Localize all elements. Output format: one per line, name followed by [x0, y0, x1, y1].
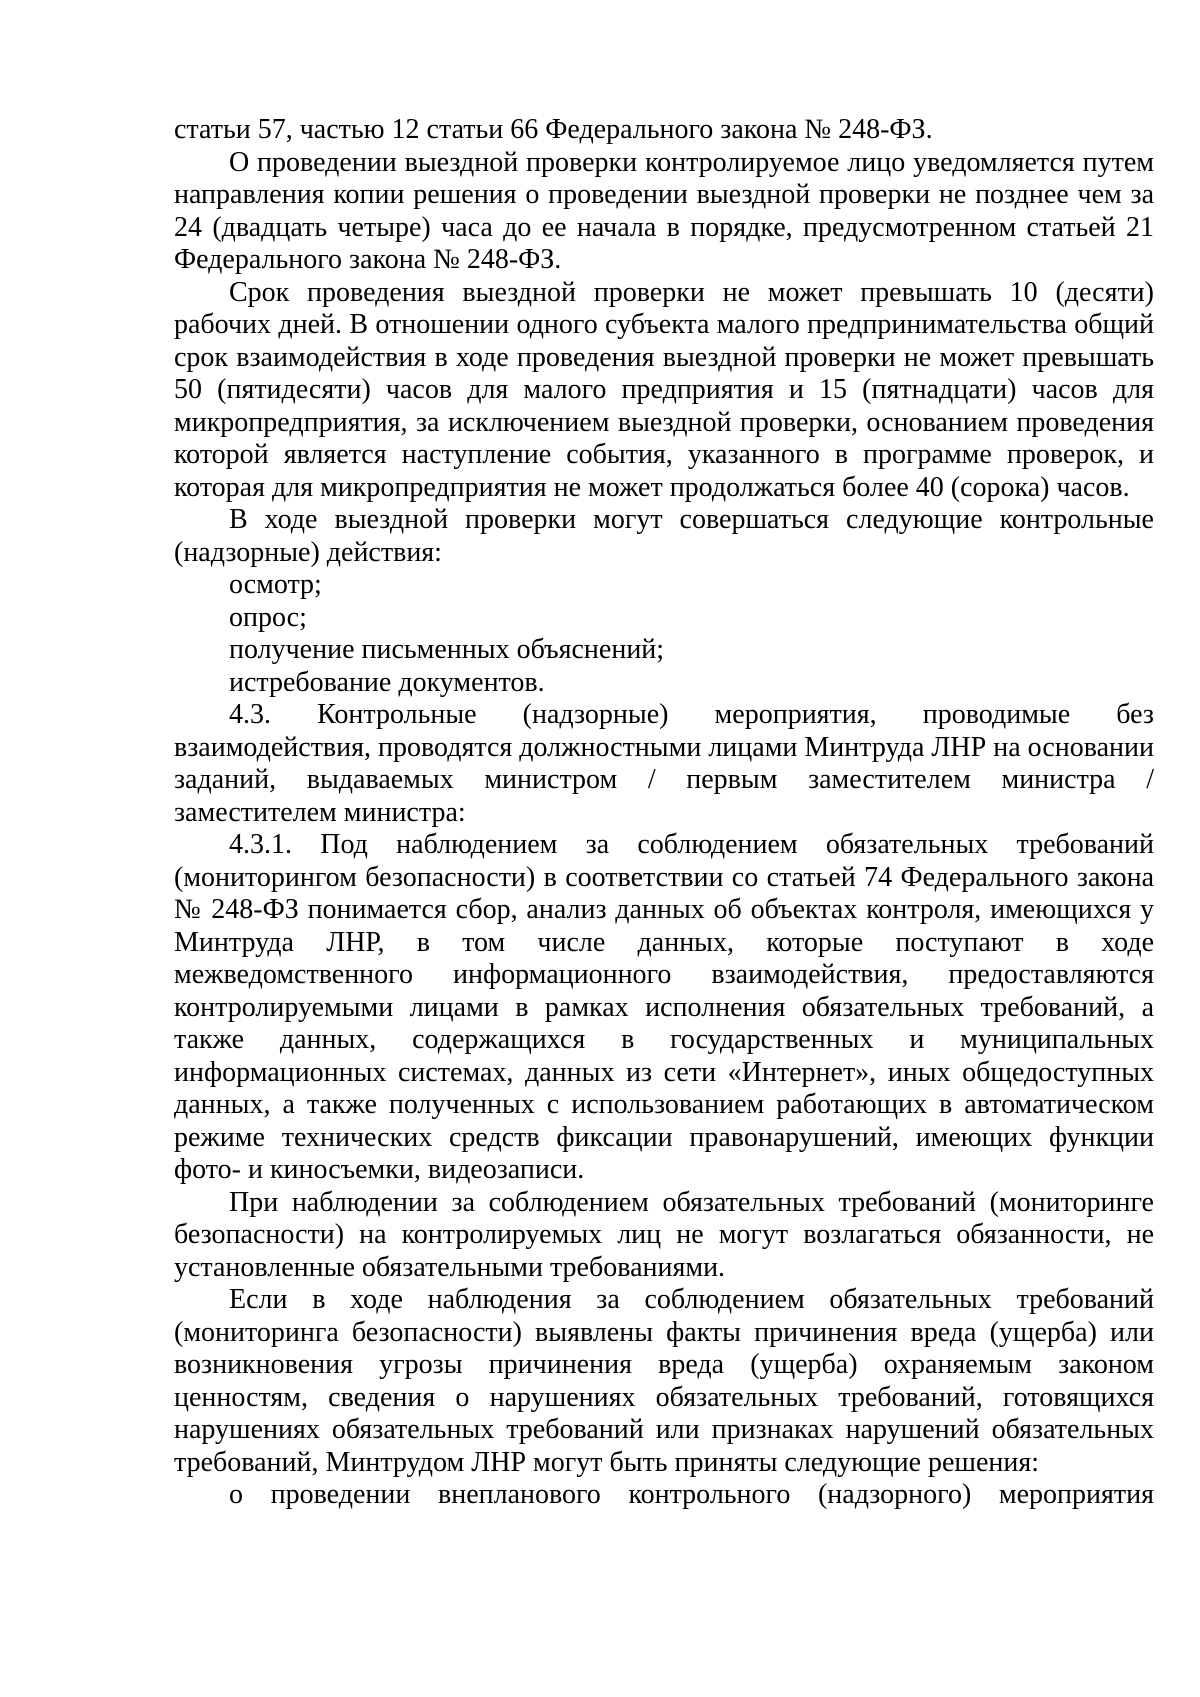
- list-item: получение письменных объяснений;: [229, 634, 665, 665]
- paragraph-section-4-3: 4.3. Контрольные (надзорные) мероприятия, проводимые без взаимодействия, проводятся должностными лицами Минтруда ЛНР на основании заданий, выдаваемых министром / первым заместителем министра / заместителем министра:: [174, 699, 1154, 828]
- paragraph-unscheduled-event: о проведении внепланового контрольного (надзорного) мероприятия: [229, 1479, 1154, 1510]
- paragraph-monitoring-obligations: При наблюдении за соблюдением обязательных требований (мониторинге безопасности) на контролируемых лиц не могут возлагаться обязанности, не установленные обязательными требованиями.: [174, 1186, 1154, 1283]
- paragraph-monitoring-findings: Если в ходе наблюдения за соблюдением обязательных требований (мониторинга безопасности) выявлены факты причинения вреда (ущерба) или возникновения угрозы причинения вреда (ущерба) охраняемым законом ценностям, сведения о нарушениях обязательных требований, готовящихся нарушениях обязательных требований или признаках нарушений обязательных требований, Минтрудом ЛНР могут быть приняты следующие решения:: [174, 1284, 1154, 1478]
- paragraph-continuation: статьи 57, частью 12 статьи 66 Федерального закона № 248-ФЗ.: [174, 114, 933, 145]
- list-item: осмотр;: [229, 569, 322, 600]
- paragraph-notification: О проведении выездной проверки контролируемое лицо уведомляется путем направления копии решения о проведении выездной проверки не позднее чем за 24 (двадцать четыре) часа до ее начала в порядке, предусмотренном статьей 21 Федерального закона № 248-ФЗ.: [174, 146, 1154, 275]
- paragraph-section-4-3-1: 4.3.1. Под наблюдением за соблюдением обязательных требований (мониторингом безопасности) в соответствии со статьей 74 Федерального закона № 248-ФЗ понимается сбор, анализ данных об объектах контроля, имеющихся у Минтруда ЛНР, в том числе данных, которые поступают в ходе межведомственного информационного взаимодействия, предоставляются контролируемыми лицами в рамках исполнения обязательных требований, а также данных, содержащихся в государственных и муниципальных информационных системах, данных из сети «Интернет», иных общедоступных данных, а также полученных с использованием работающих в автоматическом режиме технических средств фиксации правонарушений, имеющих функции фото- и киносъемки, видеозаписи.: [174, 829, 1154, 1185]
- list-item: истребование документов.: [229, 666, 545, 698]
- paragraph-control-actions: В ходе выездной проверки могут совершаться следующие контрольные (надзорные) действия:: [174, 504, 1154, 568]
- paragraph-inspection-term: Срок проведения выездной проверки не может превышать 10 (десяти) рабочих дней. В отношении одного субъекта малого предпринимательства общий срок взаимодействия в ходе проведения выездной проверки не может превышать 50 (пятидесяти) часов для малого предприятия и 15 (пятнадцати) часов для микропредприятия, за исключением выездной проверки, основанием проведения которой является наступление события, указанного в программе проверок, и которая для микропредприятия не может продолжаться более 40 (сорока) часов.: [174, 276, 1154, 503]
- document-page: [174, 114, 1154, 1512]
- list-item: опрос;: [229, 601, 307, 633]
